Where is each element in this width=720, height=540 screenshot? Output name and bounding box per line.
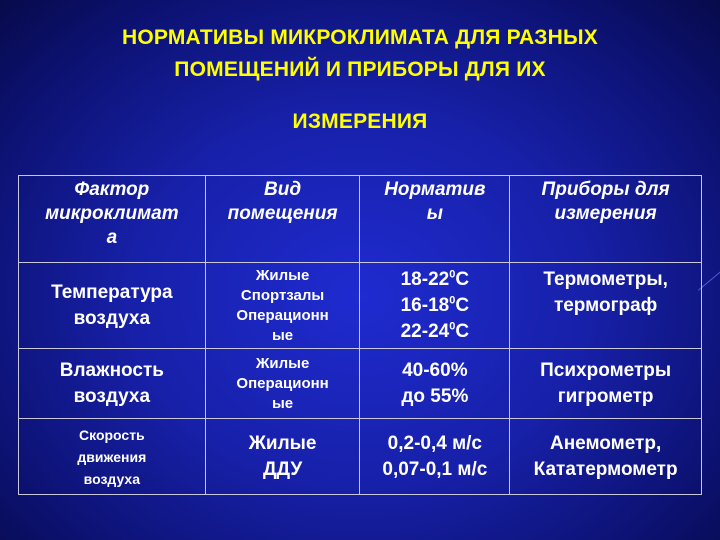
cell-rooms-humidity: Жилые Операционн ые <box>205 349 360 419</box>
header-norms: Норматив ы <box>360 176 510 263</box>
cell-norms-temperature: $18-22^0С$ $16-18^0С$ $22-24^0С$ <box>360 263 510 349</box>
cell-rooms-temperature: Жилые Спортзалы Операционн ые <box>205 263 360 349</box>
title-line-3: ИЗМЕРЕНИЯ <box>292 110 428 133</box>
table-row <box>19 263 702 349</box>
cell-factor-temperature: Температура воздуха <box>19 263 206 349</box>
cell-norms-humidity: 40-60% до 55% <box>360 349 510 419</box>
table-header-row <box>19 176 702 263</box>
cell-factor-air-speed: Скорость движения воздуха <box>19 419 206 495</box>
header-devices: Приборы для измерения <box>510 176 702 263</box>
cell-factor-humidity: Влажность воздуха <box>19 349 206 419</box>
cell-rooms-air-speed: Жилые ДДУ <box>205 419 360 495</box>
cell-devices-humidity: Психрометры гигрометр <box>510 349 702 419</box>
title-line-1: НОРМАТИВЫ МИКРОКЛИМАТА ДЛЯ РАЗНЫХ <box>122 26 598 49</box>
table-row <box>19 419 702 495</box>
cell-norms-air-speed: 0,2-0,4 м/с 0,07-0,1 м/с <box>360 419 510 495</box>
cell-devices-temperature: Термометры, термограф <box>510 263 702 349</box>
microclimate-table <box>18 175 702 495</box>
header-factor: Фактор микроклимат а <box>19 176 206 263</box>
slide-title <box>20 22 700 138</box>
cell-devices-air-speed: Анемометр, Кататермометр <box>510 419 702 495</box>
title-line-2: ПОМЕЩЕНИЙ И ПРИБОРЫ ДЛЯ ИХ <box>174 58 546 81</box>
table-row <box>19 349 702 419</box>
header-room-type: Вид помещения <box>205 176 360 263</box>
